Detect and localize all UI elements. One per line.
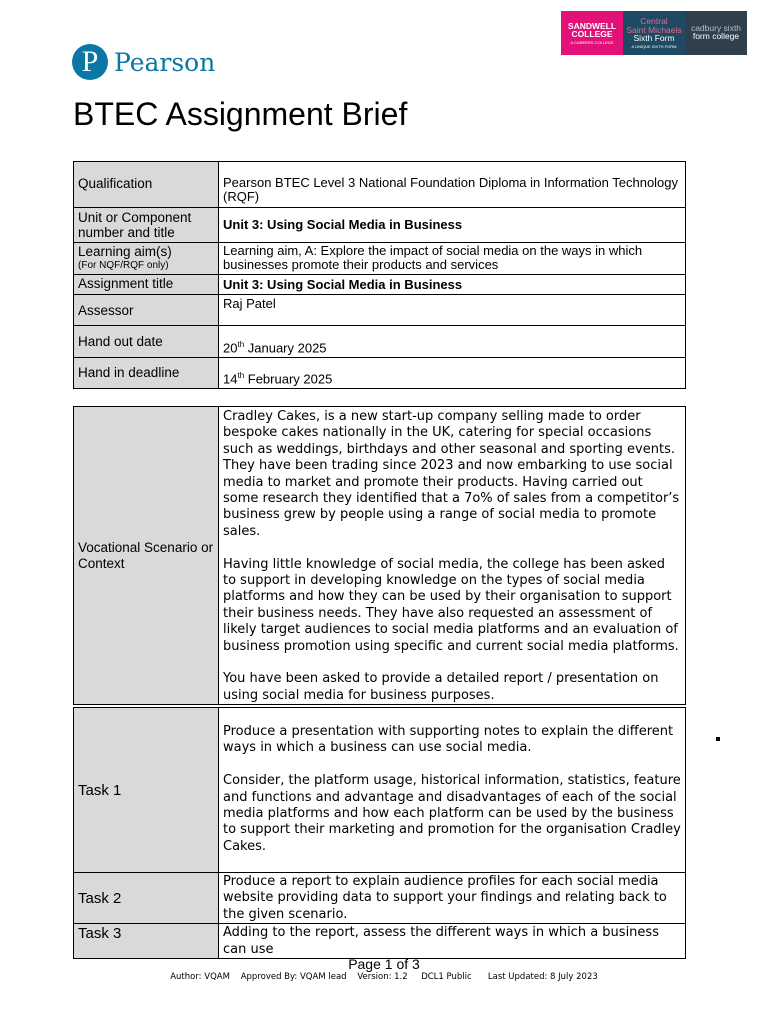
unit-label: Unit or Component number and title (74, 208, 219, 243)
scenario-label: Vocational Scenario or Context (74, 407, 219, 705)
learning-aim-label: Learning aim(s) (78, 244, 172, 259)
hand-in-deadline-label: Hand in deadline (74, 358, 219, 389)
hand-out-date-label: Hand out date (74, 326, 219, 358)
learning-aim-note: (For NQF/RQF only) (78, 260, 169, 271)
pearson-logo-text: Pearson (114, 47, 216, 77)
qualification-label: Qualification (74, 162, 219, 208)
page-number: Page 1 of 3 (348, 956, 420, 972)
row-unit (74, 208, 686, 243)
pearson-logo-icon: P (72, 44, 108, 80)
page-title: BTEC Assignment Brief (73, 96, 408, 132)
task-1-paragraph-2: Consider, the platform usage, historical information, statistics, feature and functions and advantage and disadvantages of each of the social media platforms and how each platform can be used by the business to support their marketing and promotion for the organisation Cradley Cakes. (223, 773, 681, 854)
assessor-value: Raj Patel (219, 295, 686, 326)
row-scenario (74, 407, 686, 705)
cadbury-sixth-form-logo: cadbury sixth form college (685, 11, 747, 55)
tasks-table (73, 707, 686, 959)
assignment-details-table (73, 161, 686, 389)
qualification-value: Pearson BTEC Level 3 National Foundation Diploma in Information Technology (RQF) (219, 162, 686, 208)
row-hand-in-deadline (74, 358, 686, 389)
task-3-text: Adding to the report, assess the different ways in which a business can use (219, 924, 686, 959)
row-task-3 (74, 924, 686, 959)
unit-value: Unit 3: Using Social Media in Business (223, 217, 463, 232)
task-2-text: Produce a report to explain audience profiles for each social media website providing data to support your findings and relating back to the given scenario. (219, 873, 686, 924)
row-qualification (74, 162, 686, 208)
task-1-text (219, 708, 686, 873)
scenario-text (219, 407, 686, 705)
central-saint-michaels-logo: Central Saint Michaels Sixth Form A UNIQUE SIXTH FORM (623, 11, 685, 55)
hand-in-deadline-value: 14th February 2025 (219, 358, 686, 389)
assessor-label: Assessor (74, 295, 219, 326)
stray-mark (716, 737, 720, 741)
learning-aim-value: Learning aim, A: Explore the impact of social media on the ways in which businesses promote their products and services (219, 243, 686, 275)
task-2-label: Task 2 (74, 873, 219, 924)
hand-out-date-value: 20th January 2025 (219, 326, 686, 358)
partner-logos (561, 11, 747, 55)
assignment-title-value: Unit 3: Using Social Media in Business (223, 277, 463, 292)
scenario-paragraph-1: Cradley Cakes, is a new start-up company selling made to order bespoke cakes nationally in the UK, catering for special occasions such as weddings, birthdays and other seasonal and sporting events. They have been trading since 2023 and now embarking to use social media to market and promote their products. Having carried out some research they identified that a 7o% of sales from a competitor’s business grew by people using a range of social media to promote sales. (223, 409, 680, 539)
pearson-logo (72, 44, 215, 80)
scenario-paragraph-3: You have been asked to provide a detailed report / presentation on using social media for business purposes. (223, 671, 659, 703)
task-1-paragraph-1: Produce a presentation with supporting notes to explain the different ways in which a business can use social media. (223, 724, 674, 756)
row-task-2 (74, 873, 686, 924)
scenario-table (73, 406, 686, 705)
task-3-label: Task 3 (74, 924, 219, 959)
row-assessor (74, 295, 686, 326)
row-assignment-title (74, 275, 686, 295)
row-task-1 (74, 708, 686, 873)
assignment-title-label: Assignment title (74, 275, 219, 295)
row-learning-aim (74, 243, 686, 275)
row-hand-out-date (74, 326, 686, 358)
scenario-paragraph-2: Having little knowledge of social media, the college has been asked to support in developing knowledge on the types of social media platforms and how they can be used by their organisation to support their business needs. They have also requested an assessment of likely target audiences to social media platforms and an evaluation of business promotion using specific and current social media platforms. (223, 556, 679, 654)
task-1-label: Task 1 (74, 708, 219, 873)
document-footer: Author: VQAM Approved By: VQAM lead Version: 1.2 DCL1 Public Last Updated: 8 July 2023 (170, 972, 598, 982)
sandwell-college-logo: SANDWELL COLLEGE A CAREERS COLLEGE (561, 11, 623, 55)
